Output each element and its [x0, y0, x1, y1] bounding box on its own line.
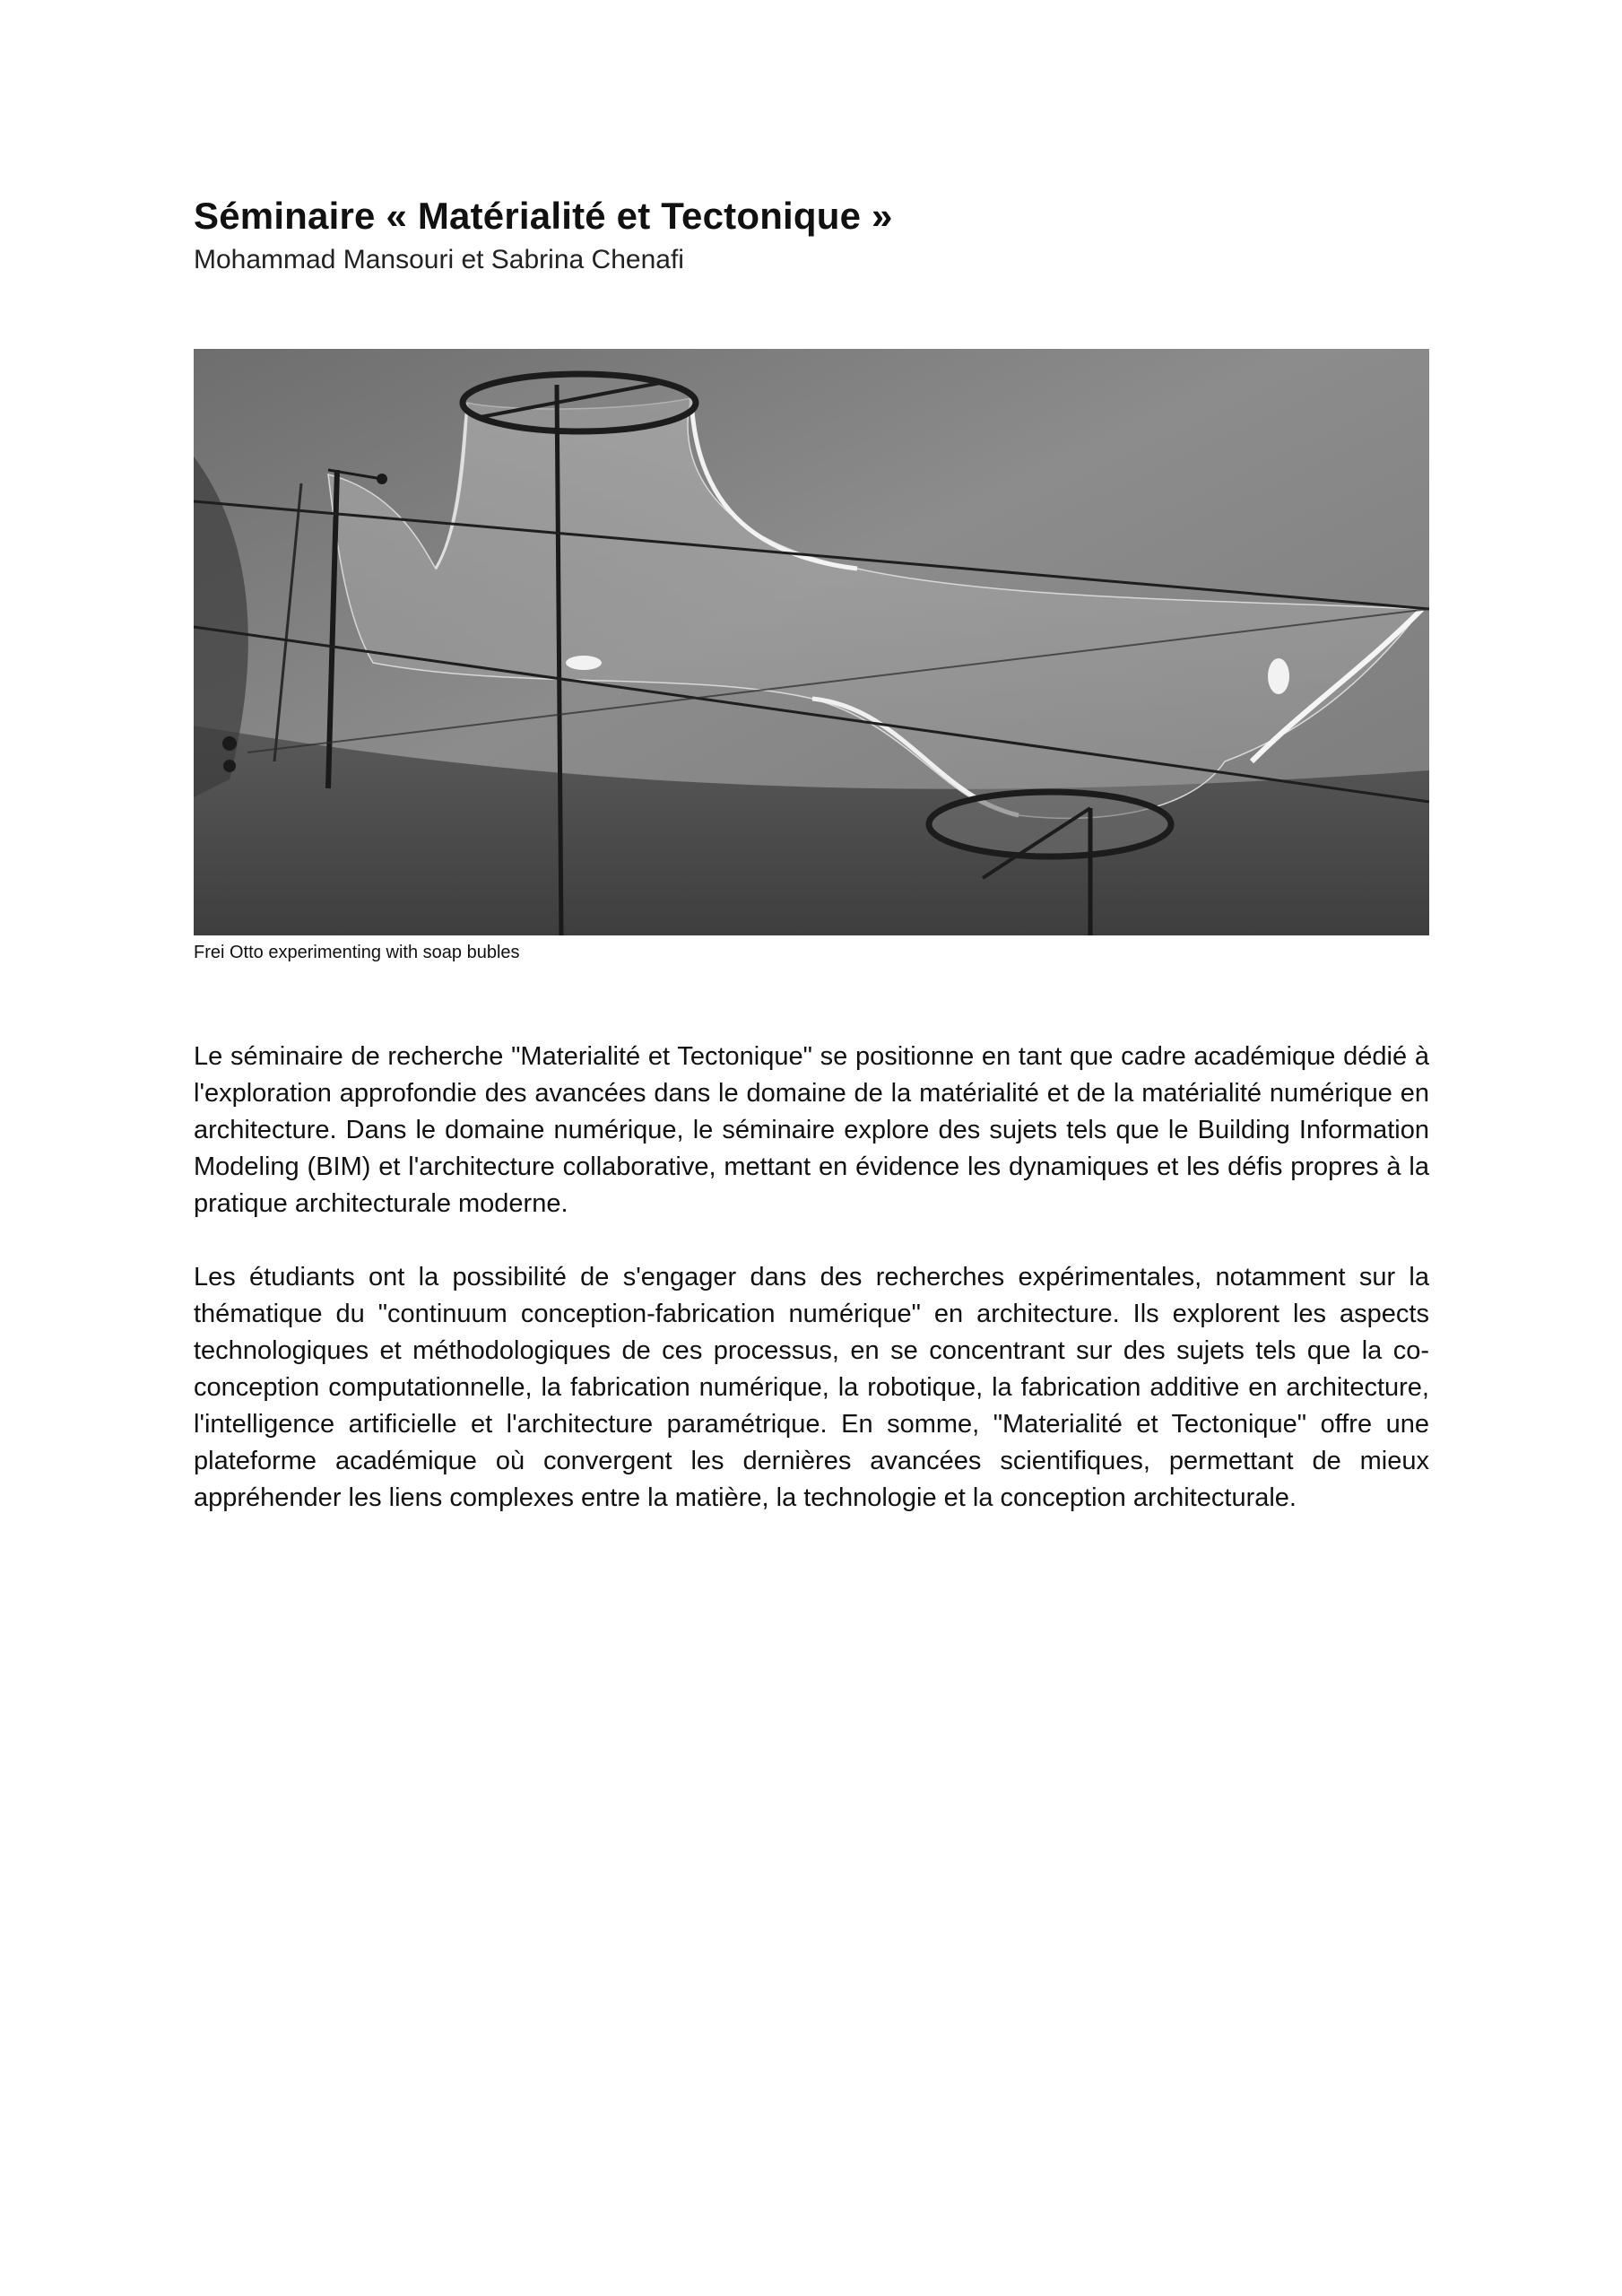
- figure: [194, 349, 1429, 963]
- paragraph: Le séminaire de recherche "Materialité et Tectonique" se positionne en tant que cadre académique dédié à l'exploration approfondie des avancées dans le domaine de la matérialité et de la matérialité numérique en architecture. Dans le domaine numérique, le séminaire explore des sujets tels que le Building Information Modeling (BIM) et l'architecture collaborative, mettant en évidence les dynamiques et les défis propres à la pratique architecturale moderne.: [194, 1042, 1429, 1219]
- document-authors: Mohammad Mansouri et Sabrina Chenafi: [194, 245, 684, 275]
- body-text: [194, 1039, 1429, 1517]
- soap-film-model-photo: [194, 349, 1429, 935]
- page-content: [194, 194, 1429, 1553]
- figure-caption: Frei Otto experimenting with soap bubles: [194, 943, 520, 963]
- document-title: Séminaire « Matérialité et Tectonique »: [194, 195, 893, 237]
- paragraph: Les étudiants ont la possibilité de s'engager dans des recherches expérimentales, notamment sur la thématique du "continuum conception-fabrication numérique" en architecture. Ils explorent les aspects technologiques et méthodologiques de ces processus, en se concentrant sur des sujets tels que la co-conception computationnelle, la fabrication numérique, la robotique, la fabrication additive en architecture, l'intelligence artificielle et l'architecture paramétrique. En somme, "Materialité et Tectonique" offre une plateforme académique où convergent les dernières avancées scientifiques, permettant de mieux appréhender les liens complexes entre la matière, la technologie et la conception architecturale.: [194, 1263, 1429, 1513]
